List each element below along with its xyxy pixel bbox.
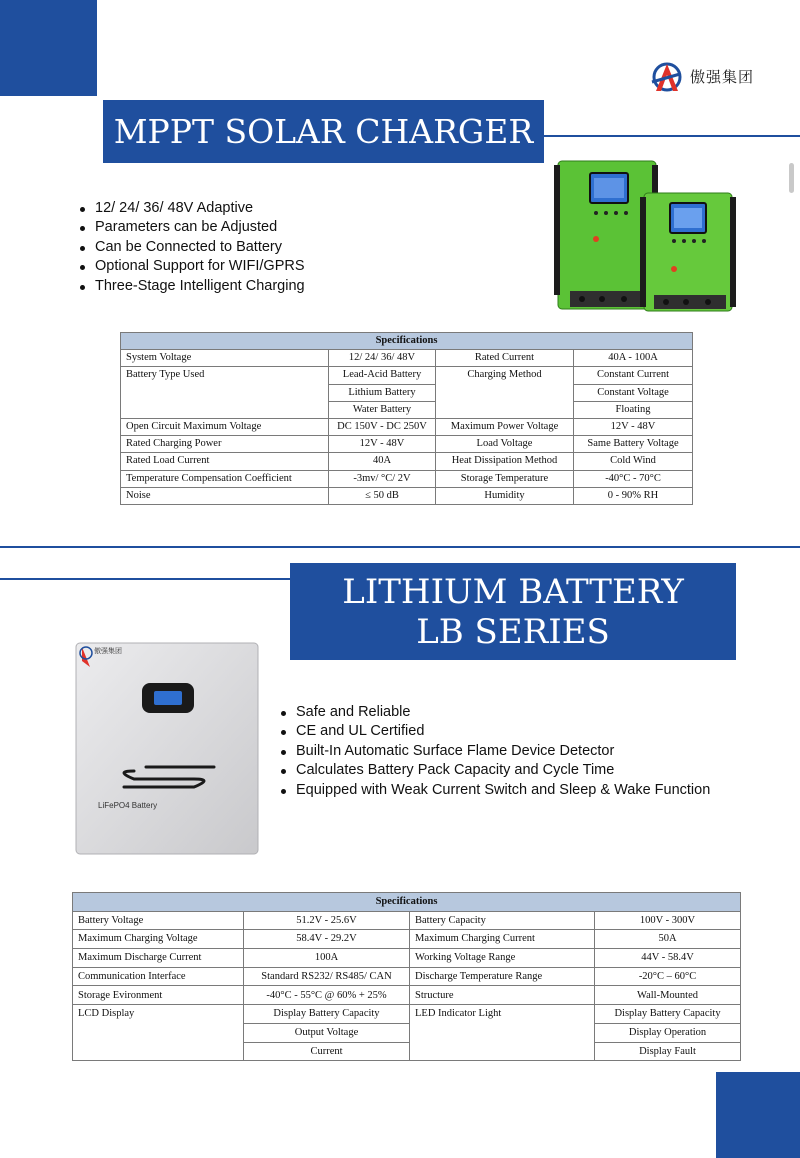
- table-cell: Same Battery Voltage: [574, 436, 693, 453]
- table-row: [121, 367, 693, 384]
- table-row: [73, 911, 741, 930]
- table-cell: Battery Capacity: [410, 911, 595, 930]
- table-row: [73, 967, 741, 986]
- table-row: [121, 487, 693, 504]
- table-cell: Constant Voltage: [574, 384, 693, 401]
- section-divider: [0, 546, 800, 548]
- table-cell: Constant Current: [574, 367, 693, 384]
- table-row: [121, 436, 693, 453]
- feature-item: Parameters can be Adjusted: [78, 218, 305, 237]
- section1-title-text: MPPT SOLAR CHARGER: [113, 112, 534, 151]
- table-cell: Rated Load Current: [121, 453, 329, 470]
- table-cell: -40°C - 70°C: [574, 470, 693, 487]
- table-cell: Water Battery: [329, 401, 436, 418]
- table-cell: 12V - 48V: [329, 436, 436, 453]
- table-cell: Storage Evironment: [73, 986, 244, 1005]
- table-cell: Battery Type Used: [121, 367, 329, 419]
- table-cell: Heat Dissipation Method: [436, 453, 574, 470]
- table-cell: Storage Temperature: [436, 470, 574, 487]
- table-cell: 100A: [244, 949, 410, 968]
- table-cell: Display Battery Capacity: [595, 1005, 741, 1024]
- table-cell: 51.2V - 25.6V: [244, 911, 410, 930]
- table-row: [73, 986, 741, 1005]
- logo-text: 傲强集团: [690, 67, 755, 86]
- feature-item: Built-In Automatic Surface Flame Device Detector: [279, 742, 710, 761]
- scrollbar-thumb[interactable]: [789, 163, 794, 193]
- table-cell: -40°C - 55°C @ 60% + 25%: [244, 986, 410, 1005]
- table-cell: Temperature Compensation Coefficient: [121, 470, 329, 487]
- table-cell: Battery Voltage: [73, 911, 244, 930]
- table-cell: Maximum Power Voltage: [436, 418, 574, 435]
- battery-specifications-table: [72, 892, 741, 1061]
- table-cell: 0 - 90% RH: [574, 487, 693, 504]
- table-cell: ≤ 50 dB: [329, 487, 436, 504]
- table-cell: Working Voltage Range: [410, 949, 595, 968]
- table-cell: Maximum Discharge Current: [73, 949, 244, 968]
- section1-feature-list: [78, 199, 305, 296]
- table-cell: Wall-Mounted: [595, 986, 741, 1005]
- table-cell: Display Operation: [595, 1023, 741, 1042]
- table-cell: Humidity: [436, 487, 574, 504]
- table-cell: 100V - 300V: [595, 911, 741, 930]
- table-row: [121, 350, 693, 367]
- table-cell: 40A - 100A: [574, 350, 693, 367]
- table-cell: Lead-Acid Battery: [329, 367, 436, 384]
- logo-mark-icon: [650, 58, 686, 94]
- table-cell: Output Voltage: [244, 1023, 410, 1042]
- table-cell: Display Battery Capacity: [244, 1005, 410, 1024]
- table-cell: 50A: [595, 930, 741, 949]
- table-cell: LCD Display: [73, 1005, 244, 1061]
- section1-rule: [544, 135, 800, 137]
- table-cell: Maximum Charging Current: [410, 930, 595, 949]
- table-row: [73, 930, 741, 949]
- table-cell: Charging Method: [436, 367, 574, 419]
- mppt-charger-image: [552, 155, 738, 315]
- table-cell: Rated Charging Power: [121, 436, 329, 453]
- section2-title-line2: LB SERIES: [416, 611, 610, 652]
- section1-title: [103, 100, 544, 163]
- table-row: [73, 1005, 741, 1024]
- table-header: Specifications: [121, 333, 693, 350]
- table-cell: Communication Interface: [73, 967, 244, 986]
- feature-item: Three-Stage Intelligent Charging: [78, 277, 305, 296]
- corner-decoration-top-left: [0, 0, 97, 96]
- table-cell: -20°C – 60°C: [595, 967, 741, 986]
- feature-item: Can be Connected to Battery: [78, 238, 305, 257]
- table-cell: Cold Wind: [574, 453, 693, 470]
- table-cell: 40A: [329, 453, 436, 470]
- table-cell: Load Voltage: [436, 436, 574, 453]
- section2-feature-list: [279, 703, 710, 800]
- table-cell: Standard RS232/ RS485/ CAN: [244, 967, 410, 986]
- table-cell: Maximum Charging Voltage: [73, 930, 244, 949]
- table-cell: LED Indicator Light: [410, 1005, 595, 1061]
- battery-logo-text: 傲强集团: [94, 647, 122, 655]
- battery-illustration: [74, 641, 260, 856]
- table-cell: Noise: [121, 487, 329, 504]
- table-header: Specifications: [73, 893, 741, 912]
- lithium-battery-image: [74, 641, 260, 856]
- table-cell: Discharge Temperature Range: [410, 967, 595, 986]
- battery-label: LiFePO4 Battery: [98, 801, 158, 810]
- table-cell: System Voltage: [121, 350, 329, 367]
- charger-specifications-table: [120, 332, 693, 505]
- feature-item: Optional Support for WIFI/GPRS: [78, 257, 305, 276]
- table-cell: DC 150V - DC 250V: [329, 418, 436, 435]
- feature-item: CE and UL Certified: [279, 722, 710, 741]
- section2-title: [290, 563, 736, 660]
- table-cell: Display Fault: [595, 1042, 741, 1061]
- corner-decoration-bottom-right: [716, 1072, 800, 1158]
- feature-item: Equipped with Weak Current Switch and Sleep & Wake Function: [279, 781, 710, 800]
- table-cell: Current: [244, 1042, 410, 1061]
- table-cell: Structure: [410, 986, 595, 1005]
- feature-item: 12/ 24/ 36/ 48V Adaptive: [78, 199, 305, 218]
- table-row: [73, 949, 741, 968]
- table-cell: Open Circuit Maximum Voltage: [121, 418, 329, 435]
- table-cell: 12/ 24/ 36/ 48V: [329, 350, 436, 367]
- table-cell: Lithium Battery: [329, 384, 436, 401]
- company-logo: [650, 56, 754, 96]
- table-cell: Rated Current: [436, 350, 574, 367]
- table-cell: Floating: [574, 401, 693, 418]
- table-row: [121, 453, 693, 470]
- table-cell: 44V - 58.4V: [595, 949, 741, 968]
- section2-title-line1: LITHIUM BATTERY: [342, 571, 684, 612]
- feature-item: Calculates Battery Pack Capacity and Cycle Time: [279, 761, 710, 780]
- section2-rule: [0, 578, 290, 580]
- table-cell: 12V - 48V: [574, 418, 693, 435]
- table-row: [121, 470, 693, 487]
- table-cell: -3mv/ °C/ 2V: [329, 470, 436, 487]
- table-row: [121, 418, 693, 435]
- feature-item: Safe and Reliable: [279, 703, 710, 722]
- table-cell: 58.4V - 29.2V: [244, 930, 410, 949]
